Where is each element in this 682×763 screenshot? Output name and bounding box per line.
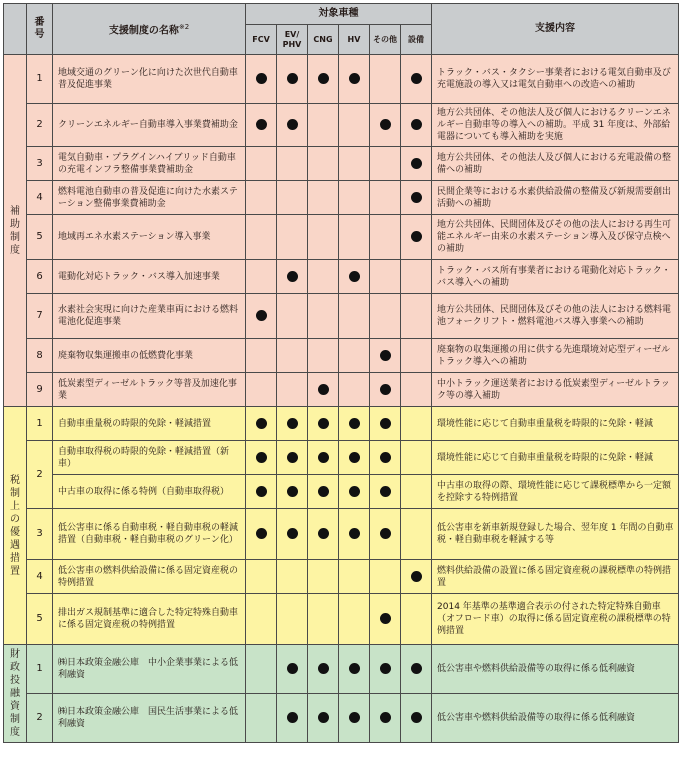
applicable-dot-icon: [380, 712, 391, 723]
applicable-dot-icon: [349, 663, 360, 674]
group-label: 税制上の優遇措置: [4, 407, 27, 645]
ev-phv-cell: [277, 260, 308, 294]
ev-phv-cell: [277, 55, 308, 104]
fcv-cell: [246, 215, 277, 260]
hv-header: HV: [339, 25, 370, 55]
hv-cell: [339, 509, 370, 560]
table-row: [4, 215, 679, 260]
applicable-dot-icon: [380, 350, 391, 361]
fcv-cell: [246, 339, 277, 373]
applicable-dot-icon: [287, 452, 298, 463]
program-name: 低炭素型ディーゼルトラック等普及加速化事業: [53, 373, 246, 407]
hv-cell: [339, 260, 370, 294]
hv-cell: [339, 373, 370, 407]
cng-cell: [308, 104, 339, 147]
program-name: 排出ガス規制基準に適合した特定特殊自動車に係る固定資産税の特例措置: [53, 594, 246, 645]
applicable-dot-icon: [318, 452, 329, 463]
applicable-dot-icon: [349, 452, 360, 463]
support-content: 低公害車や燃料供給設備等の取得に係る低利融資: [432, 645, 679, 694]
table-row: [4, 441, 679, 475]
cng-cell: [308, 694, 339, 743]
fcv-cell: [246, 594, 277, 645]
other-cell: [370, 104, 401, 147]
table-row: [4, 104, 679, 147]
fcv-cell: [246, 104, 277, 147]
cng-cell: [308, 55, 339, 104]
row-number: 4: [27, 181, 53, 215]
table-row: [4, 694, 679, 743]
table-row: [4, 407, 679, 441]
fcv-cell: [246, 260, 277, 294]
applicable-dot-icon: [256, 528, 267, 539]
applicable-dot-icon: [380, 452, 391, 463]
table-row: [4, 594, 679, 645]
applicable-dot-icon: [380, 418, 391, 429]
applicable-dot-icon: [411, 158, 422, 169]
applicable-dot-icon: [287, 486, 298, 497]
row-number: 1: [27, 407, 53, 441]
facility-cell: [401, 694, 432, 743]
ev-phv-header: EV/ PHV: [277, 25, 308, 55]
support-content: 環境性能に応じて自動車重量税を時限的に免除・軽減: [432, 407, 679, 441]
facility-cell: [401, 560, 432, 594]
ev-phv-cell: [277, 441, 308, 475]
hv-cell: [339, 407, 370, 441]
support-content: 低公害車や燃料供給設備等の取得に係る低利融資: [432, 694, 679, 743]
group-label: 財政投融資制度: [4, 645, 27, 743]
applicable-dot-icon: [411, 231, 422, 242]
program-name: クリーンエネルギー自動車導入事業費補助金: [53, 104, 246, 147]
row-number: 6: [27, 260, 53, 294]
row-number: 1: [27, 645, 53, 694]
table-row: [4, 509, 679, 560]
cng-cell: [308, 215, 339, 260]
other-cell: [370, 260, 401, 294]
cng-cell: [308, 339, 339, 373]
program-name: 低公害車の燃料供給設備に係る固定資産税の特例措置: [53, 560, 246, 594]
row-number: 2: [27, 104, 53, 147]
applicable-dot-icon: [380, 528, 391, 539]
support-content: 地方公共団体、その他法人及び個人における充電設備の整備への補助: [432, 147, 679, 181]
ev-phv-cell: [277, 147, 308, 181]
applicable-dot-icon: [349, 712, 360, 723]
applicable-dot-icon: [318, 384, 329, 395]
table-row: [4, 147, 679, 181]
ev-phv-cell: [277, 407, 308, 441]
row-number: 2: [27, 441, 53, 509]
other-header: その他: [370, 25, 401, 55]
facility-cell: [401, 339, 432, 373]
content-header: 支援内容: [432, 4, 679, 55]
cng-cell: [308, 560, 339, 594]
program-name: 地域再エネ水素ステーション導入事業: [53, 215, 246, 260]
row-number: 2: [27, 694, 53, 743]
applicable-dot-icon: [287, 712, 298, 723]
applicable-dot-icon: [287, 271, 298, 282]
ev-phv-cell: [277, 373, 308, 407]
cng-cell: [308, 441, 339, 475]
ev-phv-cell: [277, 509, 308, 560]
other-cell: [370, 441, 401, 475]
other-cell: [370, 215, 401, 260]
other-cell: [370, 475, 401, 509]
name-header: 支援制度の名称$^{※2}$: [53, 4, 246, 55]
program-name: 電気自動車・プラグインハイブリッド自動車の充電インフラ整備事業費補助金: [53, 147, 246, 181]
hv-cell: [339, 55, 370, 104]
facility-cell: [401, 215, 432, 260]
table-row: [4, 260, 679, 294]
cng-cell: [308, 181, 339, 215]
group-label: 補助制度: [4, 55, 27, 407]
applicable-dot-icon: [318, 528, 329, 539]
ev-phv-cell: [277, 339, 308, 373]
program-name: 燃料電池自動車の普及促進に向けた水素ステーション整備事業費補助金: [53, 181, 246, 215]
applicable-dot-icon: [411, 192, 422, 203]
applicable-dot-icon: [256, 73, 267, 84]
table-row: [4, 475, 679, 509]
support-content: 2014 年基準の基準適合表示の付された特定特殊自動車（オフロード車）の取得に係る固定資産税の課税標準の特例措置: [432, 594, 679, 645]
facility-cell: [401, 147, 432, 181]
applicable-dot-icon: [287, 418, 298, 429]
table-row: [4, 645, 679, 694]
facility-cell: [401, 294, 432, 339]
cng-cell: [308, 294, 339, 339]
other-cell: [370, 594, 401, 645]
row-number: 5: [27, 594, 53, 645]
cng-cell: [308, 147, 339, 181]
program-name: 廃棄物収集運搬車の低燃費化事業: [53, 339, 246, 373]
fcv-cell: [246, 55, 277, 104]
support-content: 環境性能に応じて自動車重量税を時限的に免除・軽減: [432, 441, 679, 475]
applicable-dot-icon: [287, 119, 298, 130]
fcv-cell: [246, 147, 277, 181]
support-content: 中小トラック運送業者における低炭素型ディーゼルトラック等の導入補助: [432, 373, 679, 407]
table-body: [4, 55, 679, 743]
fcv-cell: [246, 509, 277, 560]
ev-phv-cell: [277, 475, 308, 509]
table-row: [4, 294, 679, 339]
program-name: ㈱日本政策金融公庫 国民生活事業による低利融資: [53, 694, 246, 743]
facility-cell: [401, 104, 432, 147]
other-cell: [370, 694, 401, 743]
applicable-dot-icon: [349, 73, 360, 84]
row-number: 3: [27, 147, 53, 181]
other-cell: [370, 645, 401, 694]
fcv-cell: [246, 694, 277, 743]
table-row: [4, 339, 679, 373]
applicable-dot-icon: [380, 119, 391, 130]
hv-cell: [339, 594, 370, 645]
vehicle-type-header: 対象車種: [246, 4, 432, 25]
applicable-dot-icon: [411, 119, 422, 130]
hv-cell: [339, 215, 370, 260]
applicable-dot-icon: [411, 712, 422, 723]
table-row: [4, 181, 679, 215]
applicable-dot-icon: [349, 486, 360, 497]
cng-cell: [308, 594, 339, 645]
row-number: 8: [27, 339, 53, 373]
ev-phv-cell: [277, 104, 308, 147]
applicable-dot-icon: [411, 663, 422, 674]
applicable-dot-icon: [256, 418, 267, 429]
fcv-cell: [246, 560, 277, 594]
support-content: 地方公共団体、民間団体及びその他の法人における再生可能エネルギー由来の水素ステーション導入及び保守点検への補助: [432, 215, 679, 260]
facility-header: 設備: [401, 25, 432, 55]
row-number: 5: [27, 215, 53, 260]
program-name: ㈱日本政策金融公庫 中小企業事業による低利融資: [53, 645, 246, 694]
applicable-dot-icon: [380, 663, 391, 674]
applicable-dot-icon: [287, 528, 298, 539]
hv-cell: [339, 475, 370, 509]
fcv-header: FCV: [246, 25, 277, 55]
ev-phv-cell: [277, 560, 308, 594]
ev-phv-cell: [277, 694, 308, 743]
applicable-dot-icon: [287, 73, 298, 84]
support-content: 地方公共団体、民間団体及びその他の法人における燃料電池フォークリフト・燃料電池バス導入事業への補助: [432, 294, 679, 339]
ev-phv-cell: [277, 645, 308, 694]
facility-cell: [401, 509, 432, 560]
row-number: 9: [27, 373, 53, 407]
applicable-dot-icon: [411, 571, 422, 582]
program-name: 低公害車に係る自動車税・軽自動車税の軽減措置（自動車税・軽自動車税のグリーン化）: [53, 509, 246, 560]
fcv-cell: [246, 407, 277, 441]
support-content: 燃料供給設備の設置に係る固定資産税の課税標準の特例措置: [432, 560, 679, 594]
fcv-cell: [246, 441, 277, 475]
cng-cell: [308, 645, 339, 694]
applicable-dot-icon: [256, 486, 267, 497]
facility-cell: [401, 594, 432, 645]
support-content: トラック・バス所有事業者における電動化対応トラック・バス導入への補助: [432, 260, 679, 294]
cng-cell: [308, 407, 339, 441]
cng-cell: [308, 373, 339, 407]
hv-cell: [339, 294, 370, 339]
applicable-dot-icon: [318, 712, 329, 723]
support-content: 中古車の取得の際、環境性能に応じて課税標準から一定額を控除する特例措置: [432, 475, 679, 509]
corner-header: [4, 4, 27, 55]
ev-phv-cell: [277, 215, 308, 260]
other-cell: [370, 509, 401, 560]
facility-cell: [401, 373, 432, 407]
facility-cell: [401, 441, 432, 475]
row-number: 4: [27, 560, 53, 594]
hv-cell: [339, 147, 370, 181]
hv-cell: [339, 694, 370, 743]
applicable-dot-icon: [411, 73, 422, 84]
fcv-cell: [246, 475, 277, 509]
other-cell: [370, 407, 401, 441]
other-cell: [370, 294, 401, 339]
applicable-dot-icon: [380, 384, 391, 395]
applicable-dot-icon: [256, 452, 267, 463]
table-row: [4, 55, 679, 104]
hv-cell: [339, 441, 370, 475]
row-number: 1: [27, 55, 53, 104]
program-name: 水素社会実現に向けた産業車両における燃料電池化促進事業: [53, 294, 246, 339]
applicable-dot-icon: [349, 528, 360, 539]
facility-cell: [401, 55, 432, 104]
fcv-cell: [246, 181, 277, 215]
program-name: 自動車取得税の時限的免除・軽減措置（新車）: [53, 441, 246, 475]
other-cell: [370, 560, 401, 594]
applicable-dot-icon: [318, 663, 329, 674]
support-content: 低公害車を新車新規登録した場合、翌年度 1 年間の自動車税・軽自動車税を軽減する等: [432, 509, 679, 560]
support-content: トラック・バス・タクシー事業者における電気自動車及び充電施設の導入又は電気自動車への改造への補助: [432, 55, 679, 104]
applicable-dot-icon: [287, 663, 298, 674]
fcv-cell: [246, 294, 277, 339]
applicable-dot-icon: [318, 418, 329, 429]
applicable-dot-icon: [318, 73, 329, 84]
cng-cell: [308, 509, 339, 560]
applicable-dot-icon: [380, 486, 391, 497]
hv-cell: [339, 560, 370, 594]
facility-cell: [401, 407, 432, 441]
table-row: [4, 373, 679, 407]
program-name: 中古車の取得に係る特例（自動車取得税）: [53, 475, 246, 509]
support-content: 地方公共団体、その他法人及び個人におけるクリーンエネルギー自動車等の導入への補助。平成 31 年度は、外部給電器についても導入補助を実施: [432, 104, 679, 147]
applicable-dot-icon: [256, 119, 267, 130]
table-row: [4, 560, 679, 594]
cng-cell: [308, 475, 339, 509]
facility-cell: [401, 181, 432, 215]
other-cell: [370, 181, 401, 215]
facility-cell: [401, 645, 432, 694]
applicable-dot-icon: [256, 310, 267, 321]
other-cell: [370, 373, 401, 407]
ev-phv-cell: [277, 294, 308, 339]
fcv-cell: [246, 645, 277, 694]
other-cell: [370, 55, 401, 104]
fcv-cell: [246, 373, 277, 407]
hv-cell: [339, 339, 370, 373]
hv-cell: [339, 645, 370, 694]
applicable-dot-icon: [318, 486, 329, 497]
other-cell: [370, 339, 401, 373]
facility-cell: [401, 475, 432, 509]
other-cell: [370, 147, 401, 181]
cng-header: CNG: [308, 25, 339, 55]
support-content: 廃棄物の収集運搬の用に供する先進環境対応型ディーゼルトラック導入への補助: [432, 339, 679, 373]
number-header: 番号: [27, 4, 53, 55]
ev-phv-cell: [277, 181, 308, 215]
row-number: 3: [27, 509, 53, 560]
applicable-dot-icon: [380, 613, 391, 624]
ev-phv-cell: [277, 594, 308, 645]
cng-cell: [308, 260, 339, 294]
applicable-dot-icon: [349, 271, 360, 282]
program-name: 電動化対応トラック・バス導入加速事業: [53, 260, 246, 294]
row-number: 7: [27, 294, 53, 339]
hv-cell: [339, 181, 370, 215]
hv-cell: [339, 104, 370, 147]
support-content: 民間企業等における水素供給設備の整備及び新規需要創出活動への補助: [432, 181, 679, 215]
program-name: 自動車重量税の時限的免除・軽減措置: [53, 407, 246, 441]
applicable-dot-icon: [349, 418, 360, 429]
program-name: 地域交通のグリーン化に向けた次世代自動車普及促進事業: [53, 55, 246, 104]
support-table: [3, 3, 679, 743]
facility-cell: [401, 260, 432, 294]
